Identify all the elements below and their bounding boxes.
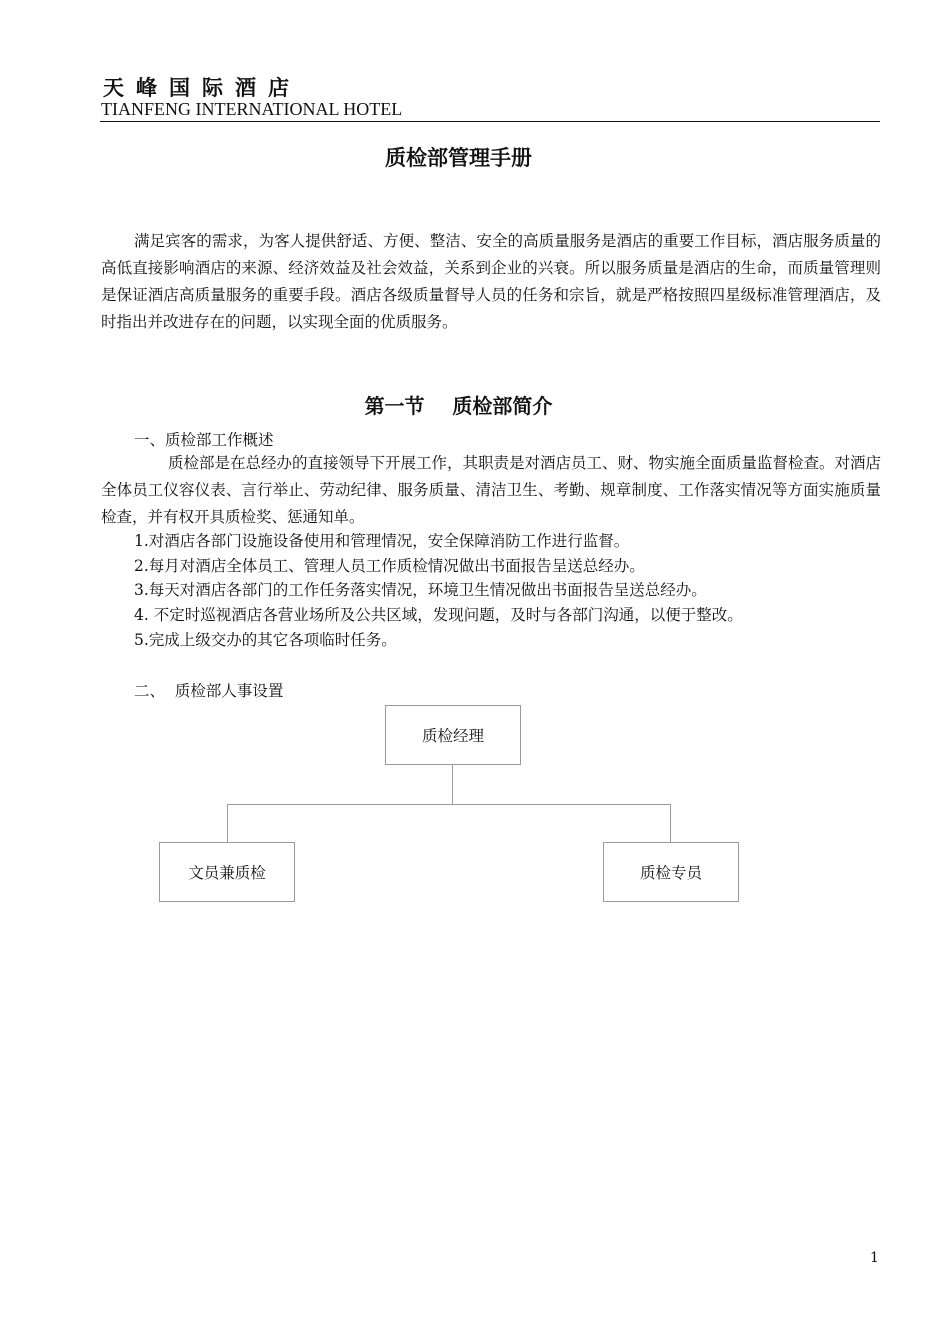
hotel-name-english: TIANFENG INTERNATIONAL HOTEL (101, 99, 403, 119)
document-title: 质检部管理手册 (385, 145, 532, 170)
subsection-heading-staffing: 二、 质检部人事设置 (134, 682, 284, 700)
duty-item-1: 1.对酒店各部门设施设备使用和管理情况，安全保障消防工作进行监督。 (134, 532, 630, 550)
org-connector-left (227, 804, 228, 842)
duty-item-4: 4. 不定时巡视酒店各营业场所及公共区域，发现问题，及时与各部门沟通，以便于整改。 (134, 606, 743, 624)
intro-paragraph (101, 228, 881, 336)
org-connector-manager (452, 764, 453, 804)
duty-item-2: 2.每月对酒店全体员工、管理人员工作质检情况做出书面报告呈送总经办。 (134, 557, 645, 575)
org-node-inspector: 质检专员 (603, 842, 739, 902)
duty-item-3: 3.每天对酒店各部门的工作任务落实情况，环境卫生情况做出书面报告呈送总经办。 (134, 581, 707, 599)
header-divider (100, 121, 880, 122)
page-number: 1 (870, 1250, 879, 1266)
subsection-heading-overview: 一、质检部工作概述 (134, 431, 274, 449)
hotel-name-chinese: 天峰国际酒店 (103, 76, 301, 100)
overview-paragraph (101, 450, 881, 531)
org-node-manager: 质检经理 (385, 705, 521, 765)
duty-item-5: 5.完成上级交办的其它各项临时任务。 (134, 631, 397, 649)
org-node-clerk: 文员兼质检 (159, 842, 295, 902)
org-connector-right (670, 804, 671, 842)
section-title: 第一节 质检部简介 (364, 394, 553, 418)
intro-text: 满足宾客的需求，为客人提供舒适、方便、整洁、安全的高质量服务是酒店的重要工作目标，酒店服务质量的高低直接影响酒店的来源、经济效益及社会效益，关系到企业的兴衰。所以服务质量是酒店的生命，而质量管理则是保证酒店高质量服务的重要手段。酒店各级质量督导人员的任务和宗旨，就是严格按照四星级标准管理酒店，及时指出并改进存在的问题，以实现全面的优质服务。 (101, 232, 881, 331)
overview-text: 质检部是在总经办的直接领导下开展工作，其职责是对酒店员工、财、物实施全面质量监督检查。对酒店全体员工仪容仪表、言行举止、劳动纪律、服务质量、清洁卫生、考勤、规章制度、工作落实情况等方面实施质量检查，并有权开具质检奖、惩通知单。 (101, 454, 882, 526)
org-connector-horizontal (227, 804, 670, 805)
